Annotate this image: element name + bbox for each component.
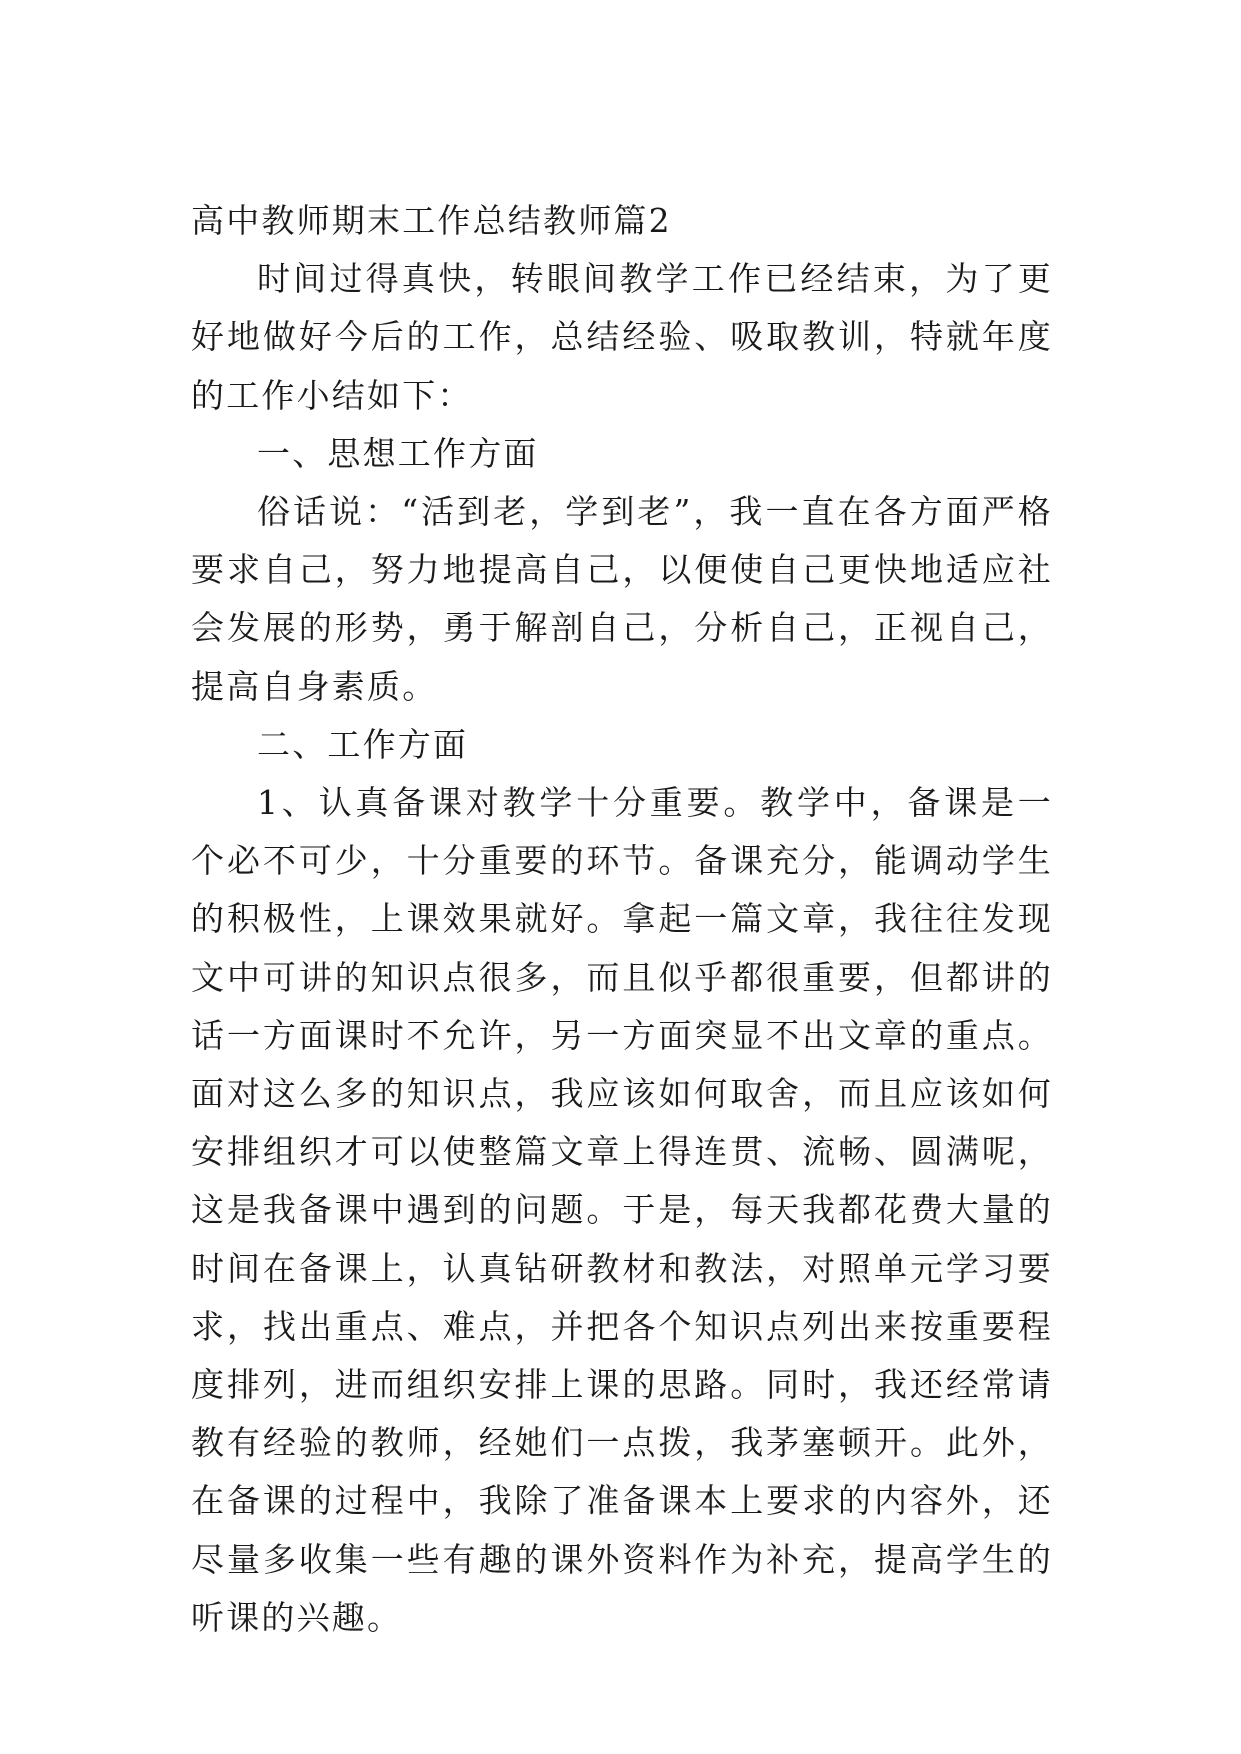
paragraph-intro: 时间过得真快，转眼间教学工作已经结束，为了更好地做好今后的工作，总结经验、吸取教训，特就年度的工作小结如下：: [191, 259, 1053, 415]
document-body: [191, 192, 1053, 1647]
paragraph-ideology: 俗话说：“活到老，学到老”，我一直在各方面严格要求自己，努力地提高自己，以便使自己更快地适应社会发展的形势，勇于解剖自己，分析自己，正视自己，提高自身素质。: [191, 492, 1053, 706]
section-heading-ideology: 一、思想工作方面: [257, 433, 539, 473]
paragraph-lesson-prep: 1、认真备课对教学十分重要。教学中，备课是一个必不可少，十分重要的环节。备课充分，能调动学生的积极性，上课效果就好。拿起一篇文章，我往往发现文中可讲的知识点很多，而且似乎都很重要，但都讲的话一方面课时不允许，另一方面突显不出文章的重点。面对这么多的知识点，我应该如何取舍，而且应该如何安排组织才可以使整篇文章上得连贯、流畅、圆满呢，这是我备课中遇到的问题。于是，每天我都花费大量的时间在备课上，认真钻研教材和教法，对照单元学习要求，找出重点、难点，并把各个知识点列出来按重要程度排列，进而组织安排上课的思路。同时，我还经常请教有经验的教师，经她们一点拨，我茅塞顿开。此外，在备课的过程中，我除了准备课本上要求的内容外，还尽量多收集一些有趣的课外资料作为补充，提高学生的听课的兴趣。: [191, 783, 1053, 1637]
document-title: 高中教师期末工作总结教师篇2: [191, 201, 672, 240]
section-heading-work: 二、工作方面: [257, 724, 469, 764]
